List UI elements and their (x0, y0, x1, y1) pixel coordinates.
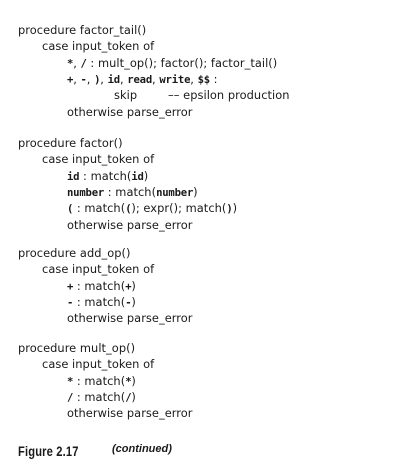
code-token: read (127, 73, 153, 86)
case-line (67, 390, 136, 405)
code-token: $$ (197, 73, 210, 86)
case-text: ) (232, 201, 238, 216)
case-text: , (100, 71, 108, 86)
case-text: ) (131, 278, 136, 293)
comment-text: –– epsilon production (168, 88, 290, 103)
case-line (67, 295, 136, 310)
case-line (67, 72, 218, 87)
case-line (67, 201, 237, 216)
case-text: : match( (73, 278, 126, 293)
case-text: skip (114, 88, 138, 103)
case-header: case input_token of (42, 39, 155, 54)
case-text: : match( (73, 373, 126, 388)
case-line (114, 88, 374, 102)
case-line (67, 169, 148, 184)
case-header: case input_token of (42, 262, 155, 277)
code-token: / (80, 57, 87, 70)
case-header: case input_token of (42, 152, 155, 167)
case-text: ) (131, 389, 136, 404)
code-token: + (67, 280, 74, 293)
code-token: write (159, 73, 191, 86)
otherwise-line: otherwise parse_error (67, 217, 193, 232)
code-token: - (67, 296, 74, 309)
code-token: * (67, 375, 74, 388)
case-line (67, 279, 136, 294)
case-line (67, 374, 136, 389)
code-token: ) (226, 203, 233, 216)
case-line (67, 185, 198, 200)
code-token: / (125, 391, 132, 404)
case-text: : mult_op(); factor(); factor_tail() (86, 55, 278, 70)
code-token: ) (94, 73, 101, 86)
case-text: , (73, 55, 81, 70)
case-text: : match( (73, 294, 126, 309)
figure-continued-note: (continued) (112, 443, 172, 455)
otherwise-line: otherwise parse_error (67, 311, 193, 326)
code-token: + (67, 73, 74, 86)
case-text: , (190, 71, 198, 86)
code-token: * (125, 375, 132, 388)
case-text: , (152, 71, 160, 86)
case-text: ) (131, 373, 136, 388)
otherwise-line: otherwise parse_error (67, 406, 193, 421)
case-text: ); expr(); match( (131, 201, 227, 216)
code-token: * (67, 57, 74, 70)
case-text: , (86, 71, 95, 86)
case-text: : match( (73, 201, 126, 216)
procedure-header: procedure mult_op() (18, 341, 136, 355)
case-header: case input_token of (42, 357, 155, 372)
case-text: : (209, 71, 218, 86)
figure-label: Figure 2.17 (18, 444, 79, 459)
procedure-header: procedure factor() (18, 136, 123, 150)
case-text: : match( (104, 184, 157, 199)
code-token: - (80, 73, 87, 86)
code-token: id (131, 170, 144, 183)
figure-caption (18, 441, 172, 460)
case-line (67, 56, 277, 71)
code-token: number (67, 186, 105, 199)
code-token: / (67, 391, 74, 404)
code-token: id (67, 170, 80, 183)
code-token: - (125, 296, 132, 309)
code-token: id (107, 73, 120, 86)
code-token: number (156, 186, 194, 199)
code-token: ( (67, 203, 74, 216)
code-token: + (125, 280, 132, 293)
case-text: ) (193, 184, 198, 199)
code-token: ( (125, 203, 132, 216)
case-text: ) (143, 168, 149, 183)
case-text: : match( (79, 168, 132, 183)
case-text: , (73, 71, 81, 86)
case-text: ) (131, 294, 136, 309)
case-text: , (119, 71, 128, 86)
otherwise-line: otherwise parse_error (67, 104, 193, 119)
procedure-header: procedure add_op() (18, 246, 131, 260)
procedure-header: procedure factor_tail() (18, 23, 147, 37)
case-text: : match( (73, 389, 126, 404)
